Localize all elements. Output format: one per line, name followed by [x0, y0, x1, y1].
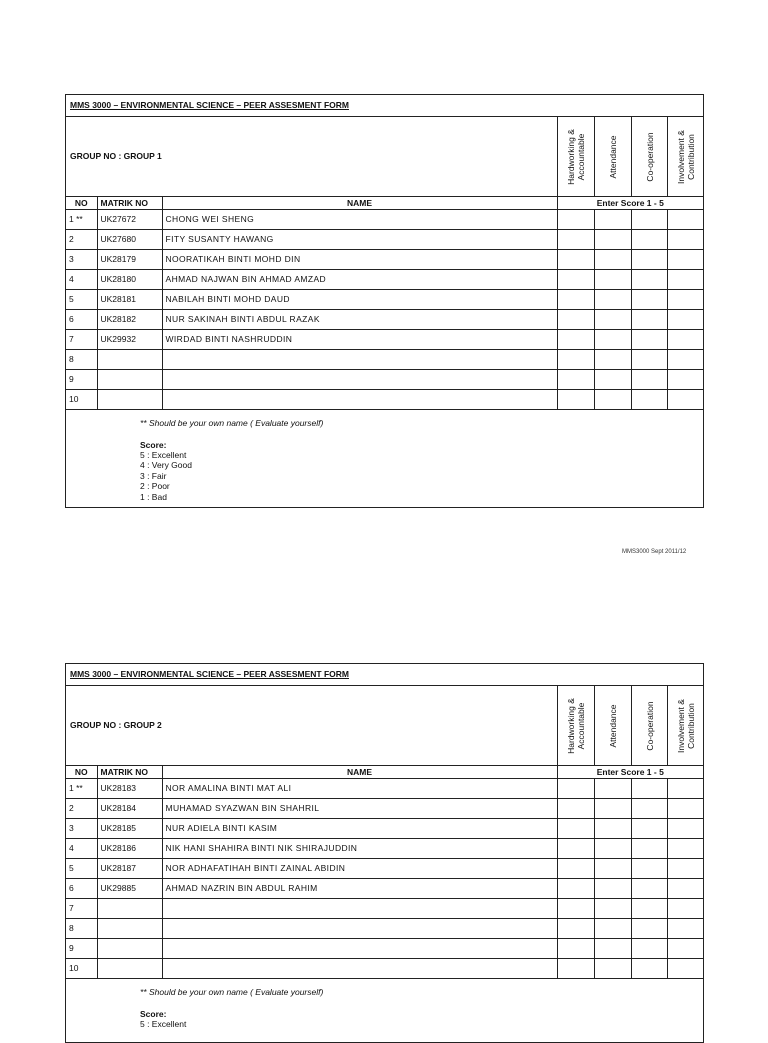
criteria-hardworking-header: Hardworking & Accountable: [557, 686, 594, 765]
matrik-number: UK28182: [97, 309, 162, 329]
score-cell-cooperation[interactable]: [631, 818, 667, 838]
table-row: [66, 958, 703, 978]
score-cell-involvement[interactable]: [667, 798, 703, 818]
score-scale-item: 5 : Excellent: [140, 1018, 187, 1029]
student-name: AHMAD NAZRIN BIN ABDUL RAHIM: [162, 878, 557, 898]
row-number: 2: [66, 229, 97, 249]
student-name: [162, 918, 557, 938]
matrik-number: UK29932: [97, 329, 162, 349]
criteria-attendance-header: Attendance: [594, 117, 631, 196]
row-number: 9: [66, 369, 97, 389]
student-name: NUR SAKINAH BINTI ABDUL RAZAK: [162, 309, 557, 329]
score-scale-item: 5 : Excellent: [140, 449, 187, 460]
score-cell-cooperation[interactable]: [631, 918, 667, 938]
row-number: 3: [66, 818, 97, 838]
score-cell-hardworking[interactable]: [557, 229, 594, 249]
col-header-name: NAME: [162, 766, 557, 778]
group-label: GROUP NO : GROUP 1: [70, 151, 162, 161]
criteria-attendance-header: Attendance: [594, 686, 631, 765]
student-name: NIK HANI SHAHIRA BINTI NIK SHIRAJUDDIN: [162, 838, 557, 858]
score-cell-attendance[interactable]: [594, 838, 631, 858]
row-number: 7: [66, 329, 97, 349]
col-header-name: NAME: [162, 197, 557, 209]
score-cell-hardworking[interactable]: [557, 958, 594, 978]
col-header-score: Enter Score 1 - 5: [557, 766, 703, 778]
score-cell-attendance[interactable]: [594, 389, 631, 409]
criteria-hardworking-header: Hardworking & Accountable: [557, 117, 594, 196]
form-header: [66, 117, 703, 197]
form-header: [66, 686, 703, 766]
score-cell-cooperation[interactable]: [631, 349, 667, 369]
table-row: [66, 858, 703, 878]
score-title: Score:: [140, 439, 167, 450]
criteria-cooperation-header: Co-operation: [631, 117, 667, 196]
page-reference: MMS3000 Sept 2011/12: [622, 549, 687, 555]
matrik-number: [97, 918, 162, 938]
score-cell-hardworking[interactable]: [557, 938, 594, 958]
score-cell-cooperation[interactable]: [631, 289, 667, 309]
row-number: 5: [66, 289, 97, 309]
student-name: AHMAD NAJWAN BIN AHMAD AMZAD: [162, 269, 557, 289]
score-cell-involvement[interactable]: [667, 778, 703, 798]
score-cell-cooperation[interactable]: [631, 878, 667, 898]
score-cell-involvement[interactable]: [667, 209, 703, 229]
table-row: [66, 209, 703, 229]
score-cell-hardworking[interactable]: [557, 249, 594, 269]
col-header-no: NO: [66, 197, 97, 209]
peer-assessment-form-group-2: [65, 663, 704, 1043]
student-name: CHONG WEI SHENG: [162, 209, 557, 229]
student-name: FITY SUSANTY HAWANG: [162, 229, 557, 249]
score-cell-hardworking[interactable]: [557, 858, 594, 878]
score-cell-involvement[interactable]: [667, 958, 703, 978]
score-cell-hardworking[interactable]: [557, 269, 594, 289]
score-cell-cooperation[interactable]: [631, 898, 667, 918]
score-cell-attendance[interactable]: [594, 309, 631, 329]
score-cell-hardworking[interactable]: [557, 309, 594, 329]
score-cell-cooperation[interactable]: [631, 938, 667, 958]
student-name: NOORATIKAH BINTI MOHD DIN: [162, 249, 557, 269]
row-number: 4: [66, 269, 97, 289]
score-cell-attendance[interactable]: [594, 209, 631, 229]
score-cell-hardworking[interactable]: [557, 898, 594, 918]
matrik-number: UK28184: [97, 798, 162, 818]
score-scale-item: 3 : Fair: [140, 470, 167, 481]
notes: [66, 979, 703, 1030]
score-cell-cooperation[interactable]: [631, 838, 667, 858]
criteria-involvement-header: Involvement & Contribution: [667, 686, 703, 765]
score-cell-involvement[interactable]: [667, 349, 703, 369]
group-label: GROUP NO : GROUP 2: [70, 720, 162, 730]
row-number: 5: [66, 858, 97, 878]
score-cell-hardworking[interactable]: [557, 349, 594, 369]
row-number: 10: [66, 958, 97, 978]
table-row: [66, 878, 703, 898]
student-name: NOR AMALINA BINTI MAT ALI: [162, 778, 557, 798]
score-cell-cooperation[interactable]: [631, 389, 667, 409]
form-title: MMS 3000 – ENVIRONMENTAL SCIENCE – PEER ASSESMENT FORM: [66, 664, 703, 686]
notes: [66, 410, 703, 503]
row-number: 4: [66, 838, 97, 858]
row-number: 3: [66, 249, 97, 269]
matrik-number: UK28180: [97, 269, 162, 289]
matrik-number: UK28183: [97, 778, 162, 798]
matrik-number: UK27680: [97, 229, 162, 249]
score-cell-cooperation[interactable]: [631, 778, 667, 798]
table-row: [66, 269, 703, 289]
col-header-matrik: MATRIK NO: [97, 766, 162, 778]
table-row: [66, 898, 703, 918]
score-cell-hardworking[interactable]: [557, 798, 594, 818]
score-cell-involvement[interactable]: [667, 878, 703, 898]
student-name: [162, 349, 557, 369]
criteria-involvement-header: Involvement & Contribution: [667, 117, 703, 196]
row-number: 9: [66, 938, 97, 958]
row-number: 6: [66, 878, 97, 898]
score-cell-attendance[interactable]: [594, 938, 631, 958]
table-row: [66, 798, 703, 818]
student-name: [162, 389, 557, 409]
score-scale-item: 1 : Bad: [140, 491, 167, 502]
table-row: [66, 389, 703, 409]
score-cell-involvement[interactable]: [667, 938, 703, 958]
matrik-number: UK28185: [97, 818, 162, 838]
score-cell-attendance[interactable]: [594, 798, 631, 818]
footnote: ** Should be your own name ( Evaluate yourself): [140, 417, 324, 428]
student-name: [162, 958, 557, 978]
score-cell-hardworking[interactable]: [557, 209, 594, 229]
matrik-number: UK28186: [97, 838, 162, 858]
row-number: 8: [66, 349, 97, 369]
row-number: 2: [66, 798, 97, 818]
col-header-score: Enter Score 1 - 5: [557, 197, 703, 209]
score-cell-involvement[interactable]: [667, 269, 703, 289]
student-name: NABILAH BINTI MOHD DAUD: [162, 289, 557, 309]
table-row: [66, 818, 703, 838]
matrik-number: UK28187: [97, 858, 162, 878]
score-cell-attendance[interactable]: [594, 349, 631, 369]
matrik-number: [97, 369, 162, 389]
score-cell-hardworking[interactable]: [557, 329, 594, 349]
score-cell-attendance[interactable]: [594, 369, 631, 389]
matrik-number: UK28179: [97, 249, 162, 269]
score-cell-involvement[interactable]: [667, 838, 703, 858]
matrik-number: UK29885: [97, 878, 162, 898]
matrik-number: [97, 938, 162, 958]
score-cell-involvement[interactable]: [667, 918, 703, 938]
score-cell-involvement[interactable]: [667, 858, 703, 878]
row-number: 1 **: [66, 209, 97, 229]
score-cell-attendance[interactable]: [594, 329, 631, 349]
criteria-cooperation-header: Co-operation: [631, 686, 667, 765]
row-number: 6: [66, 309, 97, 329]
table-row: [66, 369, 703, 389]
col-header-no: NO: [66, 766, 97, 778]
score-scale: [140, 450, 703, 503]
table-row: [66, 329, 703, 349]
score-cell-cooperation[interactable]: [631, 858, 667, 878]
score-cell-cooperation[interactable]: [631, 269, 667, 289]
table-row: [66, 918, 703, 938]
student-name: NOR ADHAFATIHAH BINTI ZAINAL ABIDIN: [162, 858, 557, 878]
table-row: [66, 349, 703, 369]
score-cell-hardworking[interactable]: [557, 878, 594, 898]
score-cell-hardworking[interactable]: [557, 389, 594, 409]
score-cell-hardworking[interactable]: [557, 838, 594, 858]
score-cell-hardworking[interactable]: [557, 289, 594, 309]
score-cell-hardworking[interactable]: [557, 918, 594, 938]
score-cell-involvement[interactable]: [667, 818, 703, 838]
table-row: [66, 289, 703, 309]
row-number: 1 **: [66, 778, 97, 798]
row-number: 8: [66, 918, 97, 938]
score-cell-attendance[interactable]: [594, 898, 631, 918]
score-cell-attendance[interactable]: [594, 918, 631, 938]
score-title: Score:: [140, 1008, 167, 1019]
form-title: MMS 3000 – ENVIRONMENTAL SCIENCE – PEER ASSESMENT FORM: [66, 95, 703, 117]
score-cell-attendance[interactable]: [594, 778, 631, 798]
matrik-number: [97, 898, 162, 918]
peer-assessment-form-group-1: [65, 94, 704, 508]
table-row: [66, 938, 703, 958]
score-cell-cooperation[interactable]: [631, 309, 667, 329]
score-cell-attendance[interactable]: [594, 269, 631, 289]
matrik-number: UK27672: [97, 209, 162, 229]
student-name: NUR ADIELA BINTI KASIM: [162, 818, 557, 838]
score-cell-attendance[interactable]: [594, 858, 631, 878]
score-cell-involvement[interactable]: [667, 389, 703, 409]
score-cell-cooperation[interactable]: [631, 329, 667, 349]
row-number: 10: [66, 389, 97, 409]
score-cell-attendance[interactable]: [594, 289, 631, 309]
score-cell-involvement[interactable]: [667, 289, 703, 309]
score-scale-item: 4 : Very Good: [140, 460, 192, 470]
score-cell-involvement[interactable]: [667, 329, 703, 349]
table-row: [66, 778, 703, 798]
table-row: [66, 229, 703, 249]
matrik-number: UK28181: [97, 289, 162, 309]
score-cell-attendance[interactable]: [594, 878, 631, 898]
student-name: MUHAMAD SYAZWAN BIN SHAHRIL: [162, 798, 557, 818]
score-cell-hardworking[interactable]: [557, 778, 594, 798]
score-cell-cooperation[interactable]: [631, 229, 667, 249]
score-cell-attendance[interactable]: [594, 229, 631, 249]
student-name: [162, 938, 557, 958]
score-cell-attendance[interactable]: [594, 958, 631, 978]
score-cell-hardworking[interactable]: [557, 369, 594, 389]
assessment-table: [66, 197, 703, 410]
student-name: [162, 369, 557, 389]
score-cell-cooperation[interactable]: [631, 958, 667, 978]
score-cell-cooperation[interactable]: [631, 798, 667, 818]
matrik-number: [97, 349, 162, 369]
matrik-number: [97, 389, 162, 409]
assessment-table: [66, 766, 703, 979]
score-cell-hardworking[interactable]: [557, 818, 594, 838]
row-number: 7: [66, 898, 97, 918]
score-scale-item: 2 : Poor: [140, 481, 170, 491]
score-cell-involvement[interactable]: [667, 309, 703, 329]
student-name: [162, 898, 557, 918]
score-cell-cooperation[interactable]: [631, 209, 667, 229]
score-cell-involvement[interactable]: [667, 229, 703, 249]
table-row: [66, 838, 703, 858]
score-cell-involvement[interactable]: [667, 249, 703, 269]
score-cell-attendance[interactable]: [594, 249, 631, 269]
student-name: WIRDAD BINTI NASHRUDDIN: [162, 329, 557, 349]
table-row: [66, 309, 703, 329]
footnote: ** Should be your own name ( Evaluate yourself): [140, 986, 324, 997]
score-cell-attendance[interactable]: [594, 818, 631, 838]
score-cell-involvement[interactable]: [667, 369, 703, 389]
score-cell-cooperation[interactable]: [631, 249, 667, 269]
score-cell-cooperation[interactable]: [631, 369, 667, 389]
matrik-number: [97, 958, 162, 978]
score-cell-involvement[interactable]: [667, 898, 703, 918]
col-header-matrik: MATRIK NO: [97, 197, 162, 209]
table-row: [66, 249, 703, 269]
